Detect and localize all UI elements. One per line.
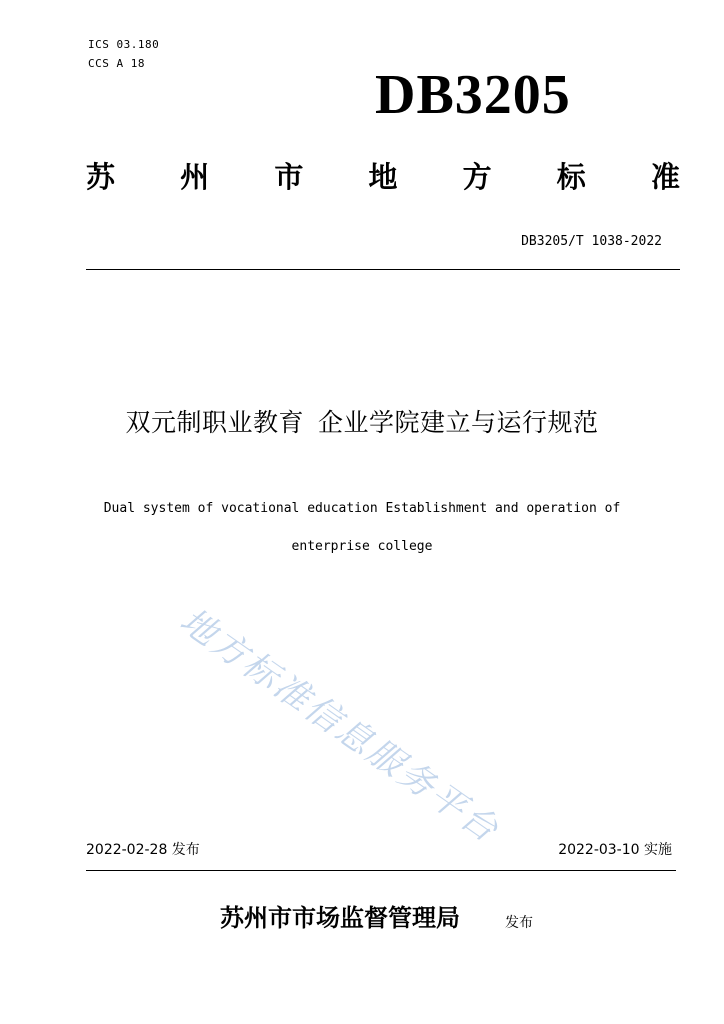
ccs-code: CCS A 18 [88,57,145,70]
standard-number: DB3205/T 1038-2022 [521,234,662,249]
header-divider [86,269,680,270]
document-title-english-line2: enterprise college [291,539,433,554]
document-title-chinese [0,404,724,442]
standard-type-char: 准 [650,160,680,194]
title-cn-part1: 双元制职业教育 [125,408,304,437]
standard-type-char: 地 [368,160,398,194]
standard-type-heading [86,156,680,198]
title-cn-part2: 企业学院建立与运行规范 [318,408,599,437]
standard-code-title: DB3205 [375,64,571,126]
footer-divider [86,870,676,871]
standard-type-char: 标 [556,160,586,194]
ics-code: ICS 03.180 [88,38,160,51]
standard-type-char: 市 [274,160,304,194]
standard-type-char: 方 [462,160,492,194]
document-title-english-line1: Dual system of vocational education Establishment and operation of [103,501,621,516]
issuing-authority-suffix: 发布 [505,915,533,931]
implement-date: 2022-03-10 实施 [558,842,672,858]
standard-type-char: 苏 [86,160,116,194]
standard-type-char: 州 [180,160,210,194]
watermark: 地方标准信息服务平台 [172,600,507,852]
issuing-authority: 苏州市市场监督管理局 [220,903,460,932]
publish-date: 2022-02-28 发布 [86,842,200,858]
